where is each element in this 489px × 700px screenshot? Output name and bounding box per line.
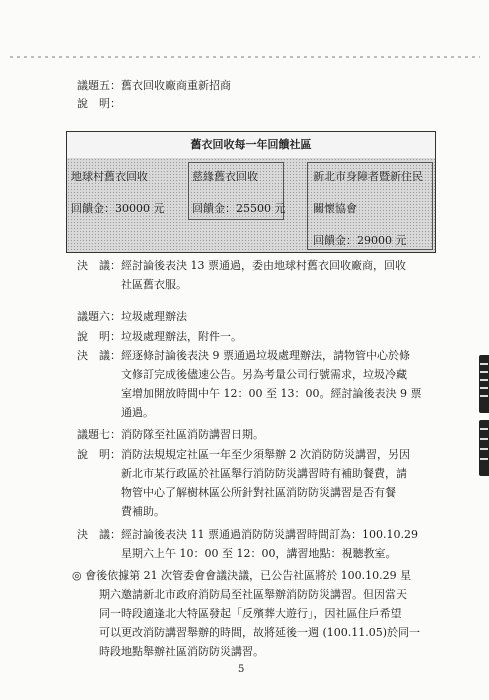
- item6-title: 垃圾處理辦法: [121, 310, 187, 323]
- res5-label: 決 議：: [77, 259, 121, 272]
- note-line2: 期六邀請新北市政府消防局至社區舉辦消防防災講習。但因當天: [99, 588, 407, 601]
- col1-amount: 回饋金：30000 元: [71, 202, 165, 215]
- item7-desc-line1: [77, 447, 410, 463]
- item6-res-line1: [77, 348, 410, 364]
- item5-heading: [77, 78, 231, 94]
- item7-title: 消防隊至社區消防講習日期。: [121, 428, 264, 441]
- table-title: 舊衣回收每一年回饋社區: [67, 132, 435, 159]
- recycling-table: [66, 131, 436, 253]
- item7-res-line1: [77, 527, 418, 543]
- item6-res-line2: 文修訂完成後儘速公告。另為考量公司行號需求，垃圾冷藏: [121, 368, 407, 381]
- item6-res-text1: 經逐條討論後表決 9 票通過垃圾處理辦法，請物管中心於條: [121, 349, 410, 362]
- item5-desc-label: 說 明：: [77, 97, 121, 110]
- note-line1: [72, 568, 411, 584]
- item7-res-text1: 經討論後表決 11 票通過消防防災講習時間訂為：100.10.29: [121, 528, 418, 541]
- note-symbol: ◎: [72, 569, 82, 582]
- item6-res-label: 決 議：: [77, 349, 121, 362]
- binder-tab-lower: [479, 420, 489, 476]
- item6-desc: [77, 329, 242, 345]
- note-line4: 可以更改消防講習舉辦的時間，故將延後一週 (100.11.05)於同一: [99, 626, 421, 639]
- note-text1: 會後依據第 21 次管委會會議決議，已公告社區將於 100.10.29 星: [85, 569, 412, 582]
- item7-desc-line2: 新北市某行政區於社區舉行消防防災講習時有補助餐費，請: [121, 467, 407, 480]
- item7-desc-line3: 物管中心了解樹林區公所針對社區消防防災講習是否有餐: [121, 486, 396, 499]
- col2-amount: 回饋金：25500 元: [192, 202, 286, 215]
- item6-res-line4: 通過。: [121, 406, 154, 419]
- col3-name: 新北市身障者暨新住民: [313, 170, 423, 183]
- table-body: [67, 158, 435, 252]
- item5-title: 舊衣回收廠商重新招商: [121, 79, 231, 92]
- item7-label: 議題七：: [77, 428, 121, 441]
- binder-tab-upper: [479, 355, 489, 413]
- res5-line1: [77, 258, 406, 274]
- res5-text1: 經討論後表決 13 票通過，委由地球村舊衣回收廠商，回收: [121, 259, 406, 272]
- col1-name: 地球村舊衣回收: [71, 170, 148, 183]
- item7-desc-text1: 消防法規規定社區一年至少須舉辦 2 次消防防災講習，另因: [121, 448, 410, 461]
- page-number: 5: [238, 664, 245, 675]
- item6-desc-text: 垃圾處理辦法，附件一。: [121, 330, 242, 343]
- item7-heading: [77, 427, 264, 443]
- item6-res-line3: 室增加開放時間中午 12：00 至 13：00。經討論後表決 9 票: [121, 387, 422, 400]
- item6-heading: [77, 309, 187, 325]
- item6-desc-label: 說 明：: [77, 330, 121, 343]
- item7-res-line2: 星期六上午 10：00 至 12：00，講習地點：視聽教室。: [121, 547, 397, 560]
- scan-artifact-top: [10, 56, 480, 58]
- col3-sub: 關懷協會: [313, 202, 357, 215]
- note-line3: 同一時段適逢北大特區發起「反殯葬大遊行」，因社區住戶希望: [99, 607, 402, 620]
- item7-res-label: 決 議：: [77, 528, 121, 541]
- res5-line2: 社區舊衣服。: [121, 278, 187, 291]
- item5-label: 議題五：: [77, 79, 121, 92]
- item7-desc-line4: 費補助。: [121, 505, 165, 518]
- col2-name: 慈緣舊衣回收: [192, 170, 258, 183]
- col3-amount: 回饋金：29000 元: [313, 234, 407, 247]
- item6-label: 議題六：: [77, 310, 121, 323]
- note-line5: 時段地點舉辦社區消防防災講習。: [99, 645, 264, 658]
- item7-desc-label: 說 明：: [77, 448, 121, 461]
